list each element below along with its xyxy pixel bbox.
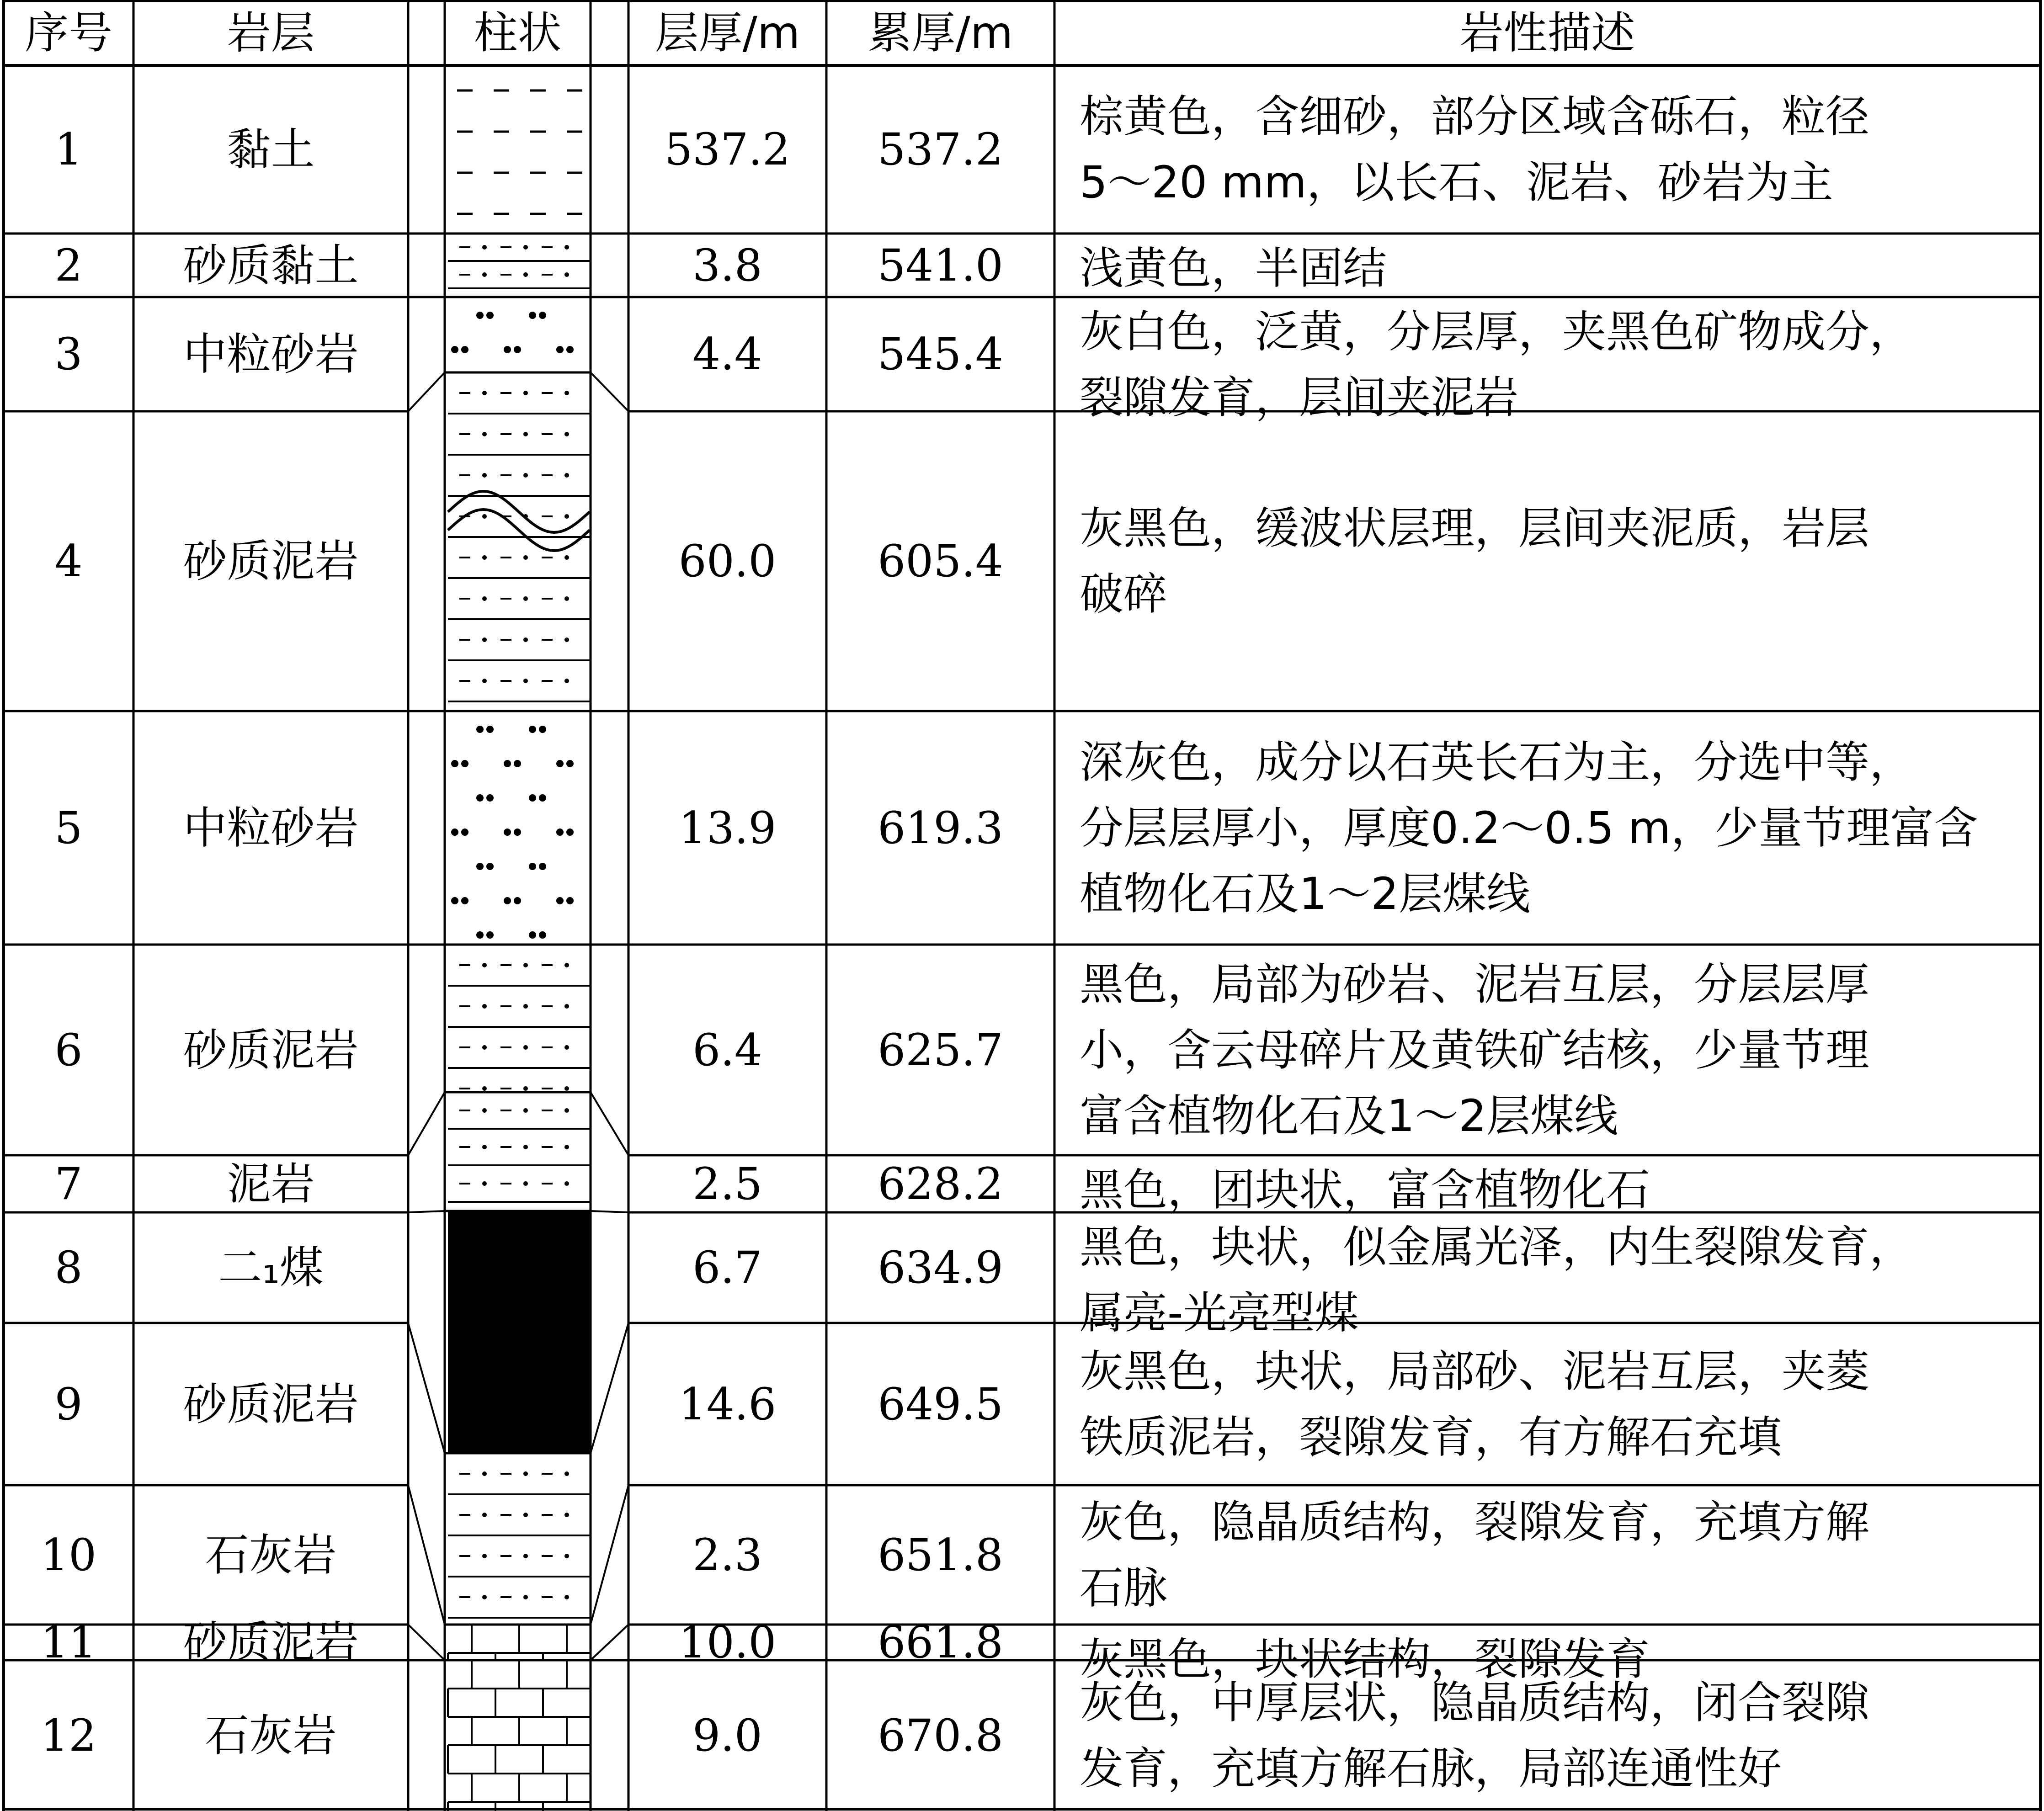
layer-thickness: 6.4	[692, 1024, 762, 1076]
row-number: 3	[54, 329, 83, 380]
description-line: 浅黄色，半固结	[1080, 243, 1387, 294]
header-cumulative: 累厚/m	[868, 7, 1013, 58]
layer-name: 砂质黏土	[183, 239, 359, 291]
row-number: 9	[54, 1378, 83, 1430]
layer-name: 中粒砂岩	[183, 329, 359, 380]
header-column: 柱状	[474, 7, 562, 58]
layer-thickness: 9.0	[692, 1710, 762, 1761]
description-line: 灰色，隐晶质结构，裂隙发育，充填方解	[1080, 1496, 1869, 1548]
row-number: 7	[54, 1158, 83, 1210]
cumulative-thickness: 625.7	[878, 1024, 1003, 1076]
cumulative-thickness: 634.9	[878, 1242, 1003, 1293]
description-line: 小，含云母碎片及黄铁矿结核，少量节理	[1080, 1024, 1869, 1076]
layer-thickness: 2.5	[692, 1158, 762, 1210]
lithology-description	[1080, 84, 2033, 215]
description-line: 石脉	[1080, 1562, 1167, 1614]
layer-thickness: 2.3	[692, 1529, 762, 1581]
description-line: 铁质泥岩，裂隙发育，有方解石充填	[1080, 1411, 1782, 1463]
layer-thickness: 10.0	[678, 1617, 777, 1668]
cumulative-thickness: 541.0	[878, 239, 1003, 291]
header-thickness: 层厚/m	[655, 7, 800, 58]
lithology-description	[1080, 1489, 2033, 1621]
cumulative-thickness: 619.3	[878, 802, 1003, 854]
description-line: 黑色，团块状，富含植物化石	[1080, 1164, 1650, 1216]
layer-thickness: 14.6	[678, 1378, 777, 1430]
lithology-description	[1080, 1214, 2033, 1346]
description-line: 富含植物化石及1～2层煤线	[1080, 1090, 1618, 1142]
row-number: 11	[40, 1617, 97, 1668]
layer-name: 黏土	[227, 124, 315, 175]
cumulative-thickness: 651.8	[878, 1529, 1003, 1581]
cumulative-thickness: 605.4	[878, 536, 1003, 587]
layer-thickness: 60.0	[678, 536, 777, 587]
description-line: 黑色，块状，似金属光泽，内生裂隙发育，	[1080, 1221, 1913, 1273]
row-number: 6	[54, 1024, 83, 1076]
lithology-description	[1080, 729, 2033, 927]
lithology-description	[1080, 1670, 2033, 1801]
layer-thickness: 4.4	[692, 329, 762, 380]
cumulative-thickness: 545.4	[878, 329, 1003, 380]
lithology-description	[1080, 1157, 2033, 1223]
layer-name: 砂质泥岩	[183, 1378, 359, 1430]
layer-name: 砂质泥岩	[183, 1617, 359, 1668]
lithology-description	[1080, 299, 2033, 430]
description-line: 发育，充填方解石脉，局部连通性好	[1080, 1743, 1782, 1794]
layer-name: 石灰岩	[205, 1529, 337, 1581]
cumulative-thickness: 537.2	[878, 124, 1003, 175]
layer-thickness: 3.8	[692, 239, 762, 291]
header-no: 序号	[25, 7, 112, 58]
layer-thickness: 13.9	[678, 802, 777, 854]
row-number: 4	[54, 536, 83, 587]
lithology-description	[1080, 951, 2033, 1149]
layer-thickness: 537.2	[665, 124, 790, 175]
description-line: 黑色，局部为砂岩、泥岩互层，分层层厚	[1080, 958, 1869, 1010]
description-line: 灰黑色，块状，局部砂、泥岩互层，夹菱	[1080, 1345, 1869, 1397]
lithology-description	[1080, 235, 2033, 301]
row-number: 2	[54, 239, 83, 291]
row-number: 8	[54, 1242, 83, 1293]
layer-name: 砂质泥岩	[183, 536, 359, 587]
description-line: 植物化石及1～2层煤线	[1080, 868, 1531, 919]
layer-name: 石灰岩	[205, 1710, 337, 1761]
row-number: 1	[54, 124, 83, 175]
header-description: 岩性描述	[1459, 7, 1635, 58]
description-line: 深灰色，成分以石英长石为主，分选中等，	[1080, 736, 1913, 788]
description-line: 5～20 mm，以长石、泥岩、砂岩为主	[1080, 157, 1833, 208]
cumulative-thickness: 661.8	[878, 1617, 1003, 1668]
description-line: 裂隙发育，层间夹泥岩	[1080, 372, 1518, 423]
row-number: 12	[40, 1710, 97, 1761]
cumulative-thickness: 628.2	[878, 1158, 1003, 1210]
layer-name: 中粒砂岩	[183, 802, 359, 854]
description-line: 分层层厚小，厚度0.2～0.5 m，少量节理富含	[1080, 802, 1978, 854]
description-line: 灰黑色，块状结构，裂隙发育	[1080, 1634, 1650, 1685]
row-number: 5	[54, 802, 83, 854]
description-line: 灰白色，泛黄，分层厚，夹黑色矿物成分，	[1080, 306, 1913, 357]
description-line: 属亮-光亮型煤	[1080, 1287, 1359, 1338]
cumulative-thickness: 649.5	[878, 1378, 1003, 1430]
description-line: 棕黄色，含细砂，部分区域含砾石，粒径	[1080, 91, 1869, 142]
layer-name: 泥岩	[227, 1158, 315, 1210]
description-line: 破碎	[1080, 568, 1167, 620]
cumulative-thickness: 670.8	[878, 1710, 1003, 1761]
header-layer: 岩层	[227, 7, 315, 58]
layer-name: 砂质泥岩	[183, 1024, 359, 1076]
row-number: 10	[40, 1529, 97, 1581]
description-line: 灰色，中厚层状，隐晶质结构，闭合裂隙	[1080, 1677, 1869, 1728]
description-line: 灰黑色，缓波状层理，层间夹泥质，岩层	[1080, 503, 1869, 554]
layer-thickness: 6.7	[692, 1242, 762, 1293]
lithology-description	[1080, 1338, 2033, 1470]
layer-name: 二₁煤	[218, 1242, 324, 1293]
lithology-description	[1080, 495, 2033, 627]
